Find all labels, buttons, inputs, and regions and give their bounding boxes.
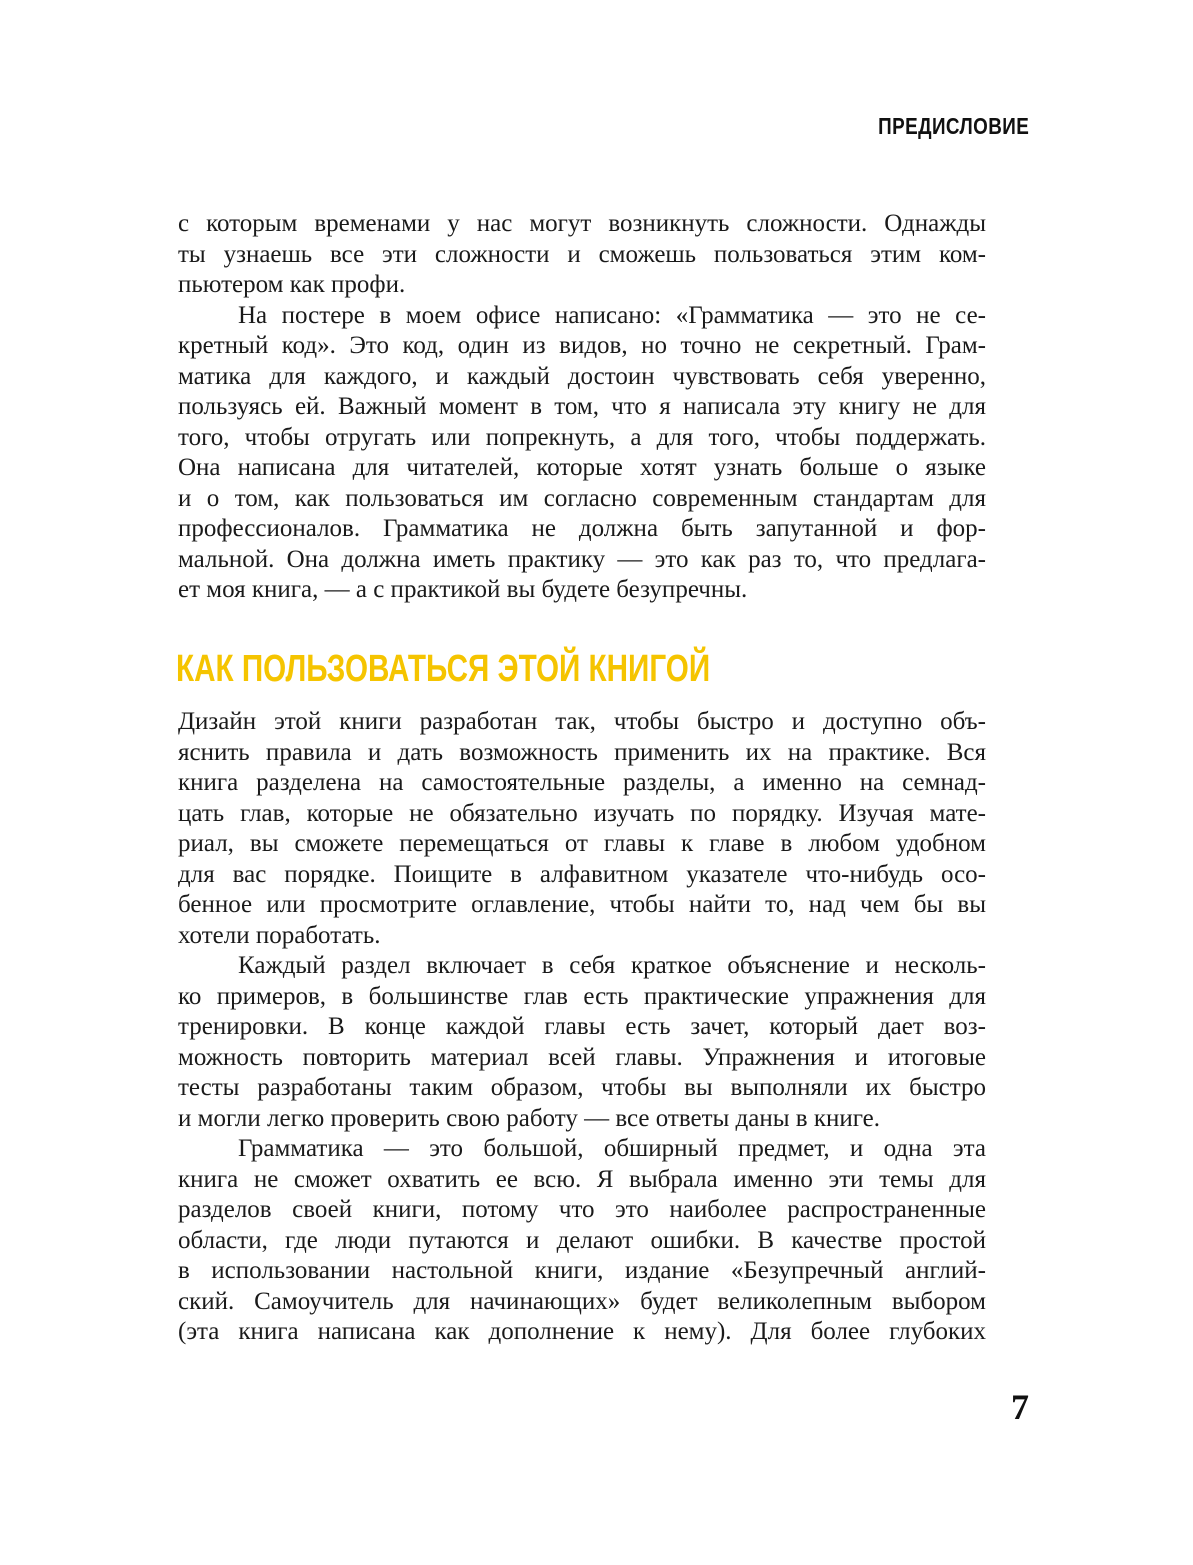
running-head: ПРЕДИСЛОВИЕ bbox=[877, 113, 1029, 139]
paragraph-block-how-to-use bbox=[178, 707, 986, 1348]
text-line: ко примеров, в большинстве глав есть практические упражнения для bbox=[178, 982, 986, 1010]
text-line: бенное или просмотрите оглавление, чтобы найти то, над чем бы вы bbox=[178, 891, 986, 918]
text-line: можность повторить материал всей главы. Упражнения и итоговые bbox=[178, 1043, 986, 1071]
text-line: и могли легко проверить свою работу — все ответы даны в книге. bbox=[178, 1104, 881, 1132]
text-line: (эта книга написана как дополнение к нему). Для более глубоких bbox=[178, 1318, 986, 1345]
text-line: того, чтобы отругать или попрекнуть, а для того, чтобы поддержать. bbox=[178, 423, 986, 451]
text-line: Каждый раздел включает в себя краткое объяснение и несколь- bbox=[238, 952, 986, 979]
text-line: и о том, как пользоваться им согласно современным стандартам для bbox=[178, 484, 986, 512]
text-line: яснить правила и дать возможность применить их на практике. Вся bbox=[178, 738, 986, 766]
page-number: 7 bbox=[1011, 1387, 1029, 1427]
text-line: пользуясь ей. Важный момент в том, что я написала эту книгу не для bbox=[178, 393, 986, 420]
text-line: с которым временами у нас могут возникнуть сложности. Однажды bbox=[178, 210, 986, 237]
text-line: тесты разработаны таким образом, чтобы вы выполняли их быстро bbox=[178, 1074, 986, 1101]
text-line: в использовании настольной книги, издание «Безупречный англий- bbox=[178, 1257, 986, 1284]
text-line: цать глав, которые не обязательно изучать по порядку. Изучая мате- bbox=[178, 799, 986, 827]
paragraph-block-preface bbox=[178, 209, 986, 606]
text-line: области, где люди путаются и делают ошибки. В качестве простой bbox=[178, 1226, 986, 1254]
text-line: книга не сможет охватить ее всю. Я выбрала именно эти темы для bbox=[178, 1165, 986, 1193]
text-line: разделов своей книги, потому что это наиболее распространенные bbox=[178, 1196, 986, 1223]
text-line: для вас порядке. Поищите в алфавитном указателе что-нибудь осо- bbox=[178, 860, 986, 888]
text-line: мальной. Она должна иметь практику — это как раз то, что предлага- bbox=[178, 545, 986, 573]
text-line: риал, вы сможете перемещаться от главы к главе в любом удобном bbox=[178, 830, 986, 857]
text-line: ет моя книга, — а с практикой вы будете безупречны. bbox=[178, 576, 748, 603]
section-heading: КАК ПОЛЬЗОВАТЬСЯ ЭТОЙ КНИГОЙ bbox=[176, 648, 711, 690]
text-line: ты узнаешь все эти сложности и сможешь пользоваться этим ком- bbox=[178, 240, 986, 268]
text-line: матика для каждого, и каждый достоин чувствовать себя уверенно, bbox=[178, 362, 986, 390]
text-line: пьютером как профи. bbox=[178, 271, 406, 298]
text-line: книга разделена на самостоятельные разделы, а именно на семнад- bbox=[178, 769, 986, 796]
text-line: Дизайн этой книги разработан так, чтобы быстро и доступно объ- bbox=[178, 708, 986, 735]
text-line: На постере в моем офисе написано: «Грамматика — это не се- bbox=[238, 301, 986, 329]
text-line: профессионалов. Грамматика не должна быть запутанной и фор- bbox=[178, 515, 986, 542]
text-line: ский. Самоучитель для начинающих» будет великолепным выбором bbox=[178, 1287, 986, 1315]
text-line: Грамматика — это большой, обширный предмет, и одна эта bbox=[238, 1135, 986, 1162]
text-line: хотели поработать. bbox=[178, 921, 381, 949]
text-line: тренировки. В конце каждой главы есть зачет, который дает воз- bbox=[178, 1013, 986, 1040]
text-line: Она написана для читателей, которые хотят узнать больше о языке bbox=[178, 454, 986, 481]
text-line: кретный код». Это код, один из видов, но точно не секретный. Грам- bbox=[178, 332, 986, 359]
